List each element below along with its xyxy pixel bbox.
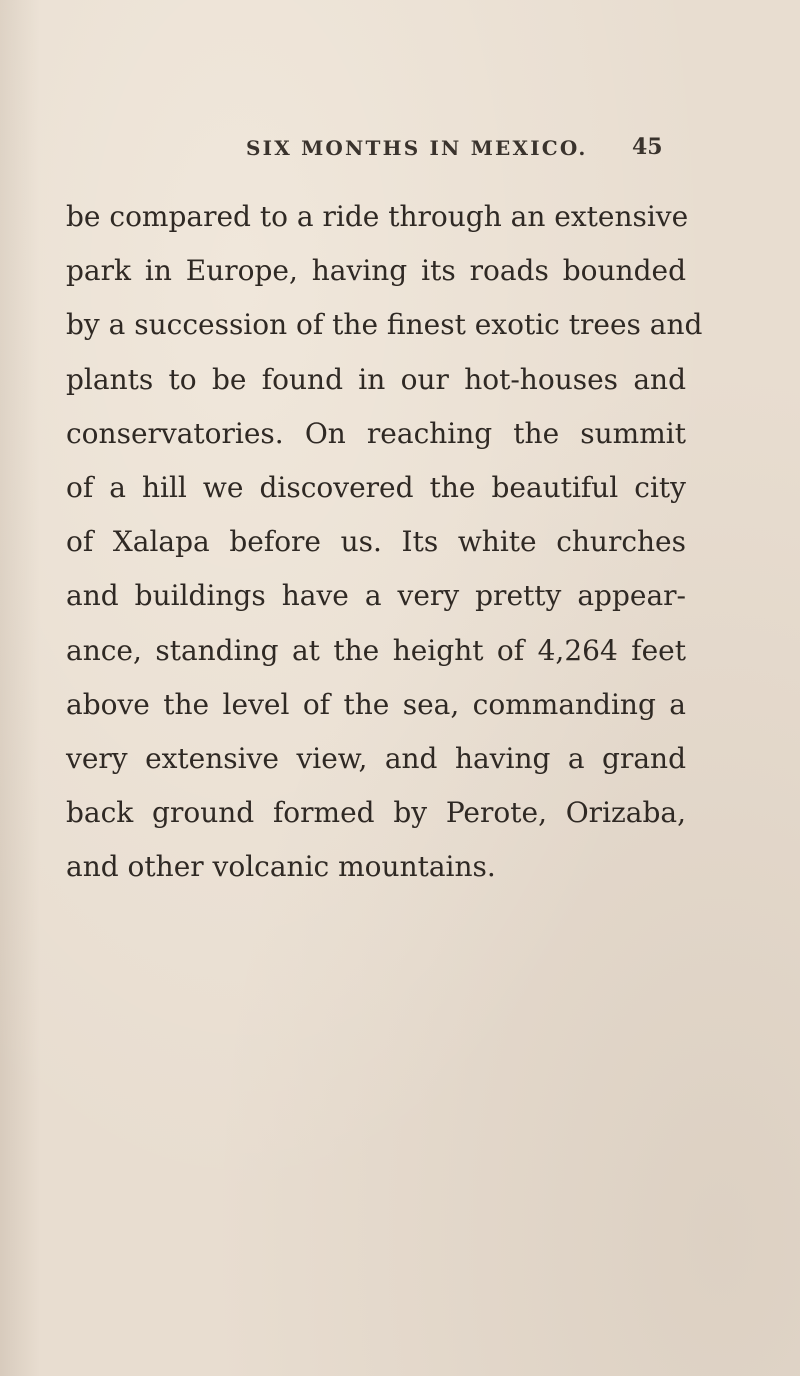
text-line: of Xalapa before us. Its white churches xyxy=(66,525,686,559)
text-line: back ground formed by Perote, Orizaba, xyxy=(66,796,686,830)
text-line: be compared to a ride through an extensive xyxy=(66,200,689,233)
text-line: and buildings have a very pretty appear- xyxy=(66,579,686,613)
text-line: plants to be found in our hot-houses and xyxy=(66,362,686,396)
text-line: park in Europe, having its roads bounded xyxy=(66,254,686,288)
running-head: SIX MONTHS IN MEXICO. xyxy=(246,136,588,160)
text-line: of a hill we discovered the beautiful city xyxy=(66,470,686,504)
text-line-last: and other volcanic mountains. xyxy=(66,850,496,884)
text-line: ance, standing at the height of 4,264 feet xyxy=(66,633,686,667)
text-line: by a succession of the finest exotic trees and xyxy=(66,308,703,342)
text-line: very extensive view, and having a grand xyxy=(66,741,686,775)
text-line: conservatories. On reaching the summit xyxy=(66,416,686,450)
page-number: 45 xyxy=(632,134,663,160)
text-line: above the level of the sea, commanding a xyxy=(66,687,686,721)
page-header xyxy=(0,136,800,166)
body-text xyxy=(66,190,703,894)
